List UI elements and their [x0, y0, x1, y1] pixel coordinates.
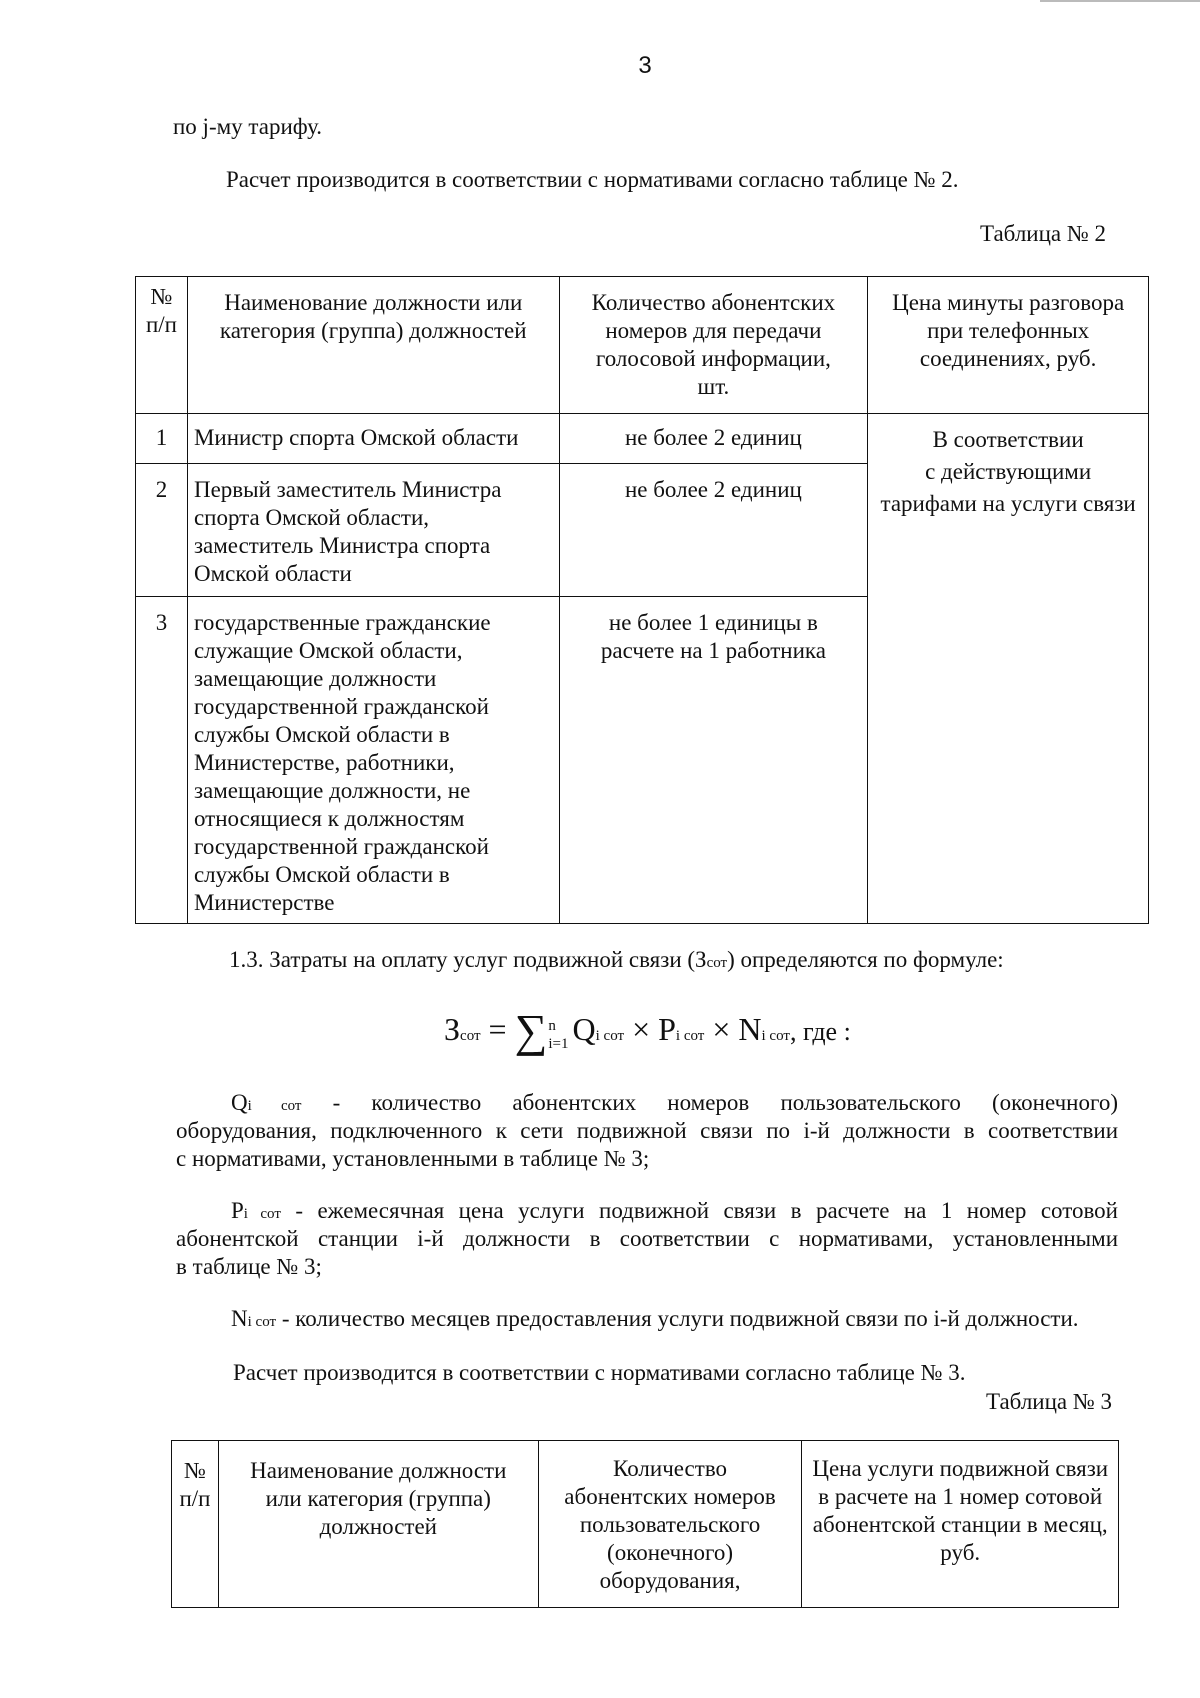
- cost-formula: Зсот = ∑ n i=1 Qi сот × Pi сот × Ni сот, где :: [444, 1005, 851, 1056]
- table-2-row-2-qty: не более 2 единиц: [559, 464, 868, 597]
- table-3-header-row: [172, 1441, 1119, 1608]
- table-2-row: [136, 414, 1149, 464]
- sum-limits: n i=1: [548, 1018, 569, 1052]
- table-2-price-cell: В соответствии с действующими тарифами на услуги связи: [868, 414, 1149, 924]
- table-2-caption: Таблица № 2: [980, 221, 1107, 246]
- table-2-row-3-name: государственные гражданские служащие Омской области, замещающие должности государственной гражданской службы Омской области в Министерстве, работники, замещающие должности, не относящиеся к должностям государственной гражданской службы Омской области в Министерстве: [187, 597, 559, 924]
- def-q-line-2: оборудования, подключенного к сети подвижной связи по i-й должности в соответствии: [176, 1118, 1118, 1143]
- table-3-caption: Таблица № 3: [986, 1389, 1113, 1414]
- table-2-header-no: № п/п: [136, 277, 188, 414]
- table-2-row-2-name: Первый заместитель Министра спорта Омской области, заместитель Министра спорта Омской области: [187, 464, 559, 597]
- def-q-line-3: с нормативами, установленными в таблице № 3;: [176, 1146, 650, 1171]
- table-2-row-3-no: 3: [136, 597, 188, 924]
- table-2-row-3-qty: не более 1 единицы в расчете на 1 работника: [559, 597, 868, 924]
- table-2-row-1-qty: не более 2 единиц: [559, 414, 868, 464]
- table-2-header-name: Наименование должности или категория (группа) должностей: [187, 277, 559, 414]
- table-2-row-1-no: 1: [136, 414, 188, 464]
- table-2-header-qty: Количество абонентских номеров для передачи голосовой информации, шт.: [559, 277, 868, 414]
- def-n-line-1: Ni сот - количество месяцев предоставления услуги подвижной связи по i-й должности.: [231, 1306, 1079, 1331]
- table-3-header-no: № п/п: [172, 1441, 219, 1608]
- def-p-line-2: абонентской станции i-й должности в соответствии с нормативами, установленными: [176, 1226, 1118, 1251]
- page-number: 3: [638, 52, 652, 79]
- section-1-3-text: 1.3. Затраты на оплату услуг подвижной связи (Зсот) определяются по формуле:: [229, 947, 1004, 972]
- sum-icon: ∑: [514, 1005, 548, 1056]
- table-2-header-row: [136, 277, 1149, 414]
- def-p-line-3: в таблице № 3;: [176, 1254, 322, 1279]
- para-calc-table-3: Расчет производится в соответствии с нормативами согласно таблице № 3.: [233, 1360, 966, 1385]
- table-2-row-1-name: Министр спорта Омской области: [187, 414, 559, 464]
- table-3-header-name: Наименование должности или категория (группа) должностей: [218, 1441, 538, 1608]
- def-p-line-1: Pi сот - ежемесячная цена услуги подвижной связи в расчете на 1 номер сотовой: [231, 1198, 1118, 1223]
- table-2: [135, 276, 1149, 924]
- table-3-header-price: Цена услуги подвижной связи в расчете на 1 номер сотовой абонентской станции в месяц, руб.: [802, 1441, 1119, 1608]
- para-calc-table-2: Расчет производится в соответствии с нормативами согласно таблице № 2.: [226, 167, 959, 192]
- table-3-header-qty: Количество абонентских номеров пользовательского (оконечного) оборудования,: [538, 1441, 802, 1608]
- top-edge-line: [1040, 0, 1200, 2]
- table-2-header-price: Цена минуты разговора при телефонных соединениях, руб.: [868, 277, 1149, 414]
- def-q-line-1: Qi сот - количество абонентских номеров пользовательского (оконечного): [231, 1090, 1118, 1115]
- line-top: по j-му тарифу.: [173, 114, 323, 139]
- table-2-row-2-no: 2: [136, 464, 188, 597]
- table-3: [171, 1440, 1119, 1608]
